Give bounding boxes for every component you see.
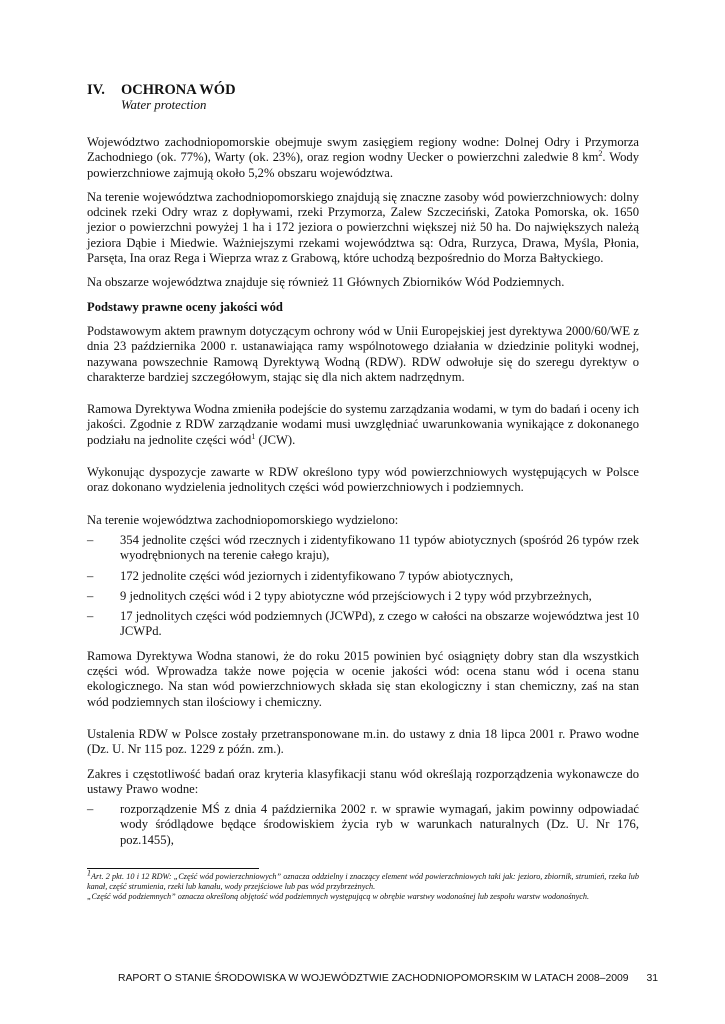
chapter-subtitle: Water protection	[121, 98, 207, 112]
paragraph-rdw-approach	[87, 402, 639, 448]
page-footer	[118, 973, 658, 984]
superscript-2: 2	[598, 149, 603, 159]
list-item	[87, 533, 639, 564]
paragraph-groundwater: Na obszarze województwa znajduje się również 11 Głównych Zbiorników Wód Podziemnych.	[87, 275, 565, 290]
footnote-divider	[87, 868, 259, 869]
list-item	[87, 589, 639, 604]
paragraph-designated: Na terenie województwa zachodniopomorskiego wydzielono:	[87, 512, 399, 527]
chapter-number: IV.	[87, 82, 105, 98]
list-item-text: 9 jednolitych części wód i 2 typy abiotyczne wód przejściowych i 2 typy wód przybrzeżnych,	[120, 588, 592, 603]
paragraph-regulations: Zakres i częstotliwość badań oraz kryteria klasyfikacji stanu wód określają rozporządzenia wykonawcze do ustawy Prawo wodne:	[87, 766, 639, 796]
dash-mark: –	[87, 568, 94, 583]
paragraph-regions	[87, 135, 639, 181]
chapter-heading	[87, 82, 639, 98]
dash-mark: –	[87, 802, 94, 817]
footnotes	[87, 868, 639, 902]
chapter-title: OCHRONA WÓD	[121, 82, 236, 98]
dash-mark: –	[87, 532, 94, 547]
dash-mark: –	[87, 609, 94, 624]
paragraph-rdw-approach-text: Ramowa Dyrektywa Wodna zmieniła podejście do systemu zarządzania wodami, w tym do badań i oceny ich jakości. Zgodnie z RDW zarządzanie wodami musi uwzględniać uwarunkowania wynikające z dokonanego podziału na jednolite części wód	[87, 402, 639, 447]
list-item	[87, 802, 639, 848]
footnote-ref-1: 1	[251, 431, 256, 441]
footnote-2: „Część wód podziemnych” oznacza określoną objętość wód podziemnych występującą w obrębie warstwy wodonośnej lub zespołu warstw wodonośnych.	[87, 892, 590, 901]
footer-report-title: RAPORT O STANIE ŚRODOWISKA W WOJEWÓDZTWIE ZACHODNIOPOMORSKIM W LATACH 2008–2009	[118, 973, 629, 984]
paragraph-resources: Na terenie województwa zachodniopomorskiego znajdują się znaczne zasoby wód powierzchniowych: dolny odcinek rzeki Odry wraz z dopływami, rzeki Przymorza, Zalew Szczeciński, Zatoka Pomorska, ok. 1650 jezior o powierzchni powyżej 1 ha i 172 jeziora o powierzchni większej niż 50 ha. Do największych należą jeziora Dąbie i Miedwie. Ważniejszymi rzekami województwa są: Odra, Rurzyca, Drawa, Myśla, Płonia, Parsęta, Ina oraz Rega i Wieprza wraz z Grabową, które uchodzą bezpośrednio do Morza Bałtyckiego.	[87, 189, 639, 266]
list-item-text: rozporządzenie MŚ z dnia 4 października 2002 r. w sprawie wymagań, jakim powinny odpowiadać wody śródlądowe będące środowiskiem życia ryb w warunkach naturalnych (Dz. U. Nr 176, poz.1455),	[120, 802, 639, 847]
footnote-1-text: Art. 2 pkt. 10 i 12 RDW: „Część wód powierzchniowych” oznacza oddzielny i znaczący element wód powierzchniowych taki jak: jezioro, zbiornik, strumień, rzeka lub kanał, część strumienia, rzeki lub kanału, wody przejściowe lub pas wód przybrzeżnych.	[87, 872, 639, 891]
list-item	[87, 609, 639, 640]
paragraph-directive: Podstawowym aktem prawnym dotyczącym ochrony wód w Unii Europejskiej jest dyrektywa 2000/60/WE z dnia 23 października 2000 r. ustanawiająca ramy wspólnotowego działania w dziedzinie polityki wodnej, nazywana powszechnie Ramową Dyrektywą Wodną (RDW). RDW odwołuje się do szeregu dyrektyw o charakterze bardziej szczegółowym, stając się dla nich aktem nadrzędnym.	[87, 323, 639, 384]
footnote-1-marker: 1	[87, 868, 91, 878]
list-item-text: 172 jednolite części wód jeziornych i zidentyfikowano 7 typów abiotycznych,	[120, 568, 514, 583]
list-item-text: 354 jednolite części wód rzecznych i zidentyfikowano 11 typów abiotycznych (spośród 26 typów rzek wyodrębnionych na terenie całego kraju),	[120, 532, 639, 563]
paragraph-types: Wykonując dyspozycje zawarte w RDW określono typy wód powierzchniowych występujących w Polsce oraz dokonano wydzielenia jednolitych części wód powierzchniowych i podziemnych.	[87, 465, 639, 495]
dash-mark: –	[87, 588, 94, 603]
list-item	[87, 569, 639, 584]
paragraph-rdw-approach-tail: (JCW).	[255, 432, 296, 447]
paragraph-regions-text: Województwo zachodniopomorskie obejmuje swym zasięgiem regiony wodne: Dolnej Odry i Przymorza Zachodniego (ok. 77%), Warty (ok. 23%), oraz region wodny Uecker o powierzchni zaledwie 8 km	[87, 135, 639, 165]
paragraph-good-status: Ramowa Dyrektywa Wodna stanowi, że do roku 2015 powinien być osiągnięty dobry stan dla wszystkich części wód. Wprowadza także nowe pojęcia w ocenie jakości wód: ocena stanu wód i ocena stanu ekologicznego. Na stan wód powierzchniowych składa się stan ekologiczny i stan chemiczny, zaś na stan wód podziemnych stan ilościowy i chemiczny.	[87, 648, 639, 709]
footnote-1	[87, 868, 639, 892]
paragraph-regions-tail: . Wody powierzchniowe zajmują około 5,2% obszaru województwa.	[87, 150, 639, 180]
page-number: 31	[646, 973, 658, 984]
section-subheading: Podstawy prawne oceny jakości wód	[87, 299, 283, 314]
main-content	[87, 82, 639, 848]
designated-list	[87, 533, 639, 640]
list-item-text: 17 jednolitych części wód podziemnych (JCWPd), z czego w całości na obszarze województwa jest 10 JCWPd.	[120, 609, 639, 639]
paragraph-transposition: Ustalenia RDW w Polsce zostały przetransponowane m.in. do ustawy z dnia 18 lipca 2001 r. Prawo wodne (Dz. U. Nr 115 poz. 1229 z późn. zm.).	[87, 726, 639, 757]
regulations-list	[87, 802, 639, 848]
